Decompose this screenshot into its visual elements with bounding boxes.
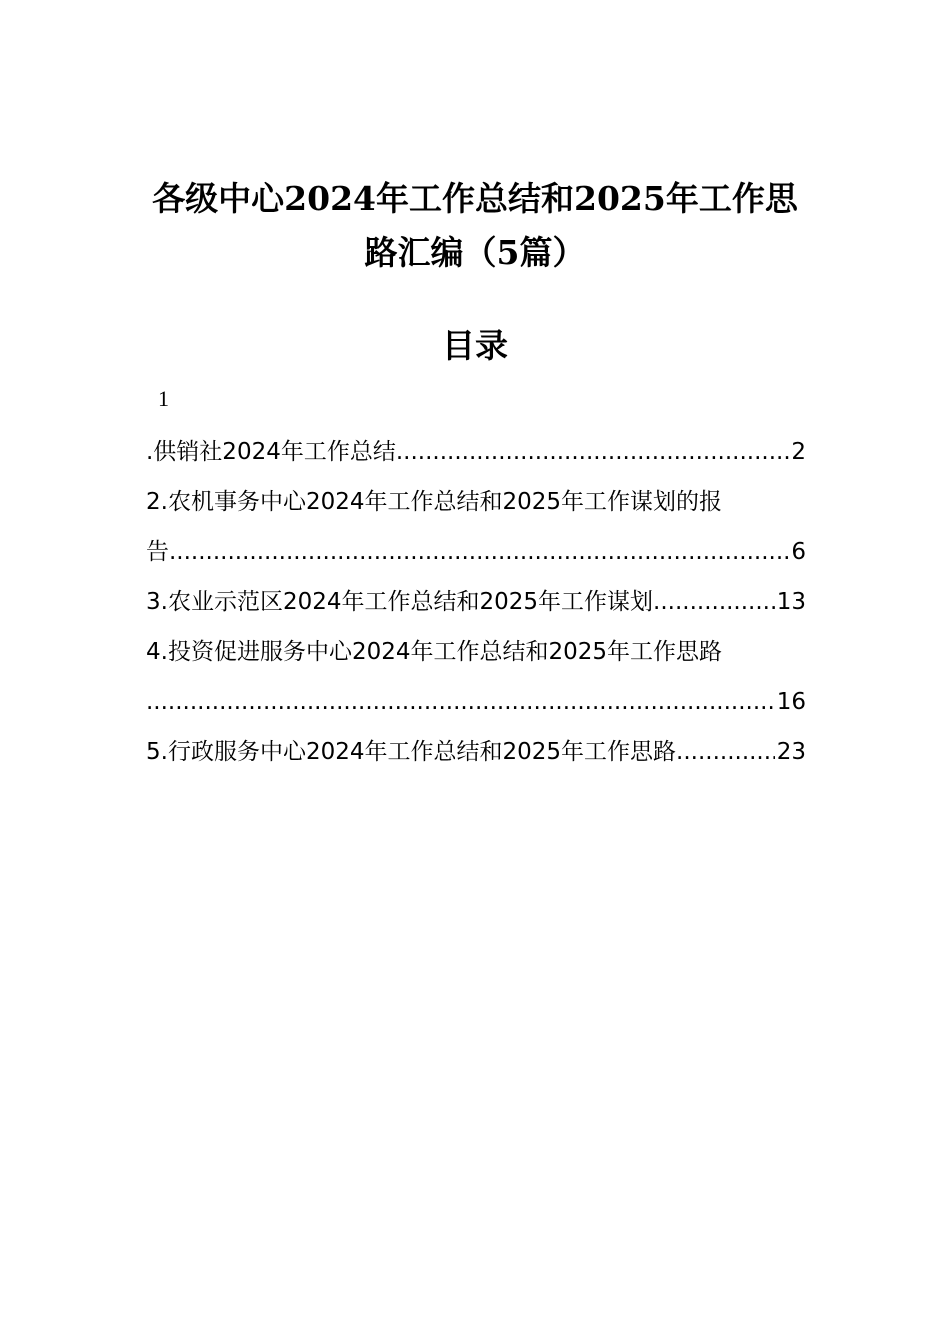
toc-entry-3[interactable]	[146, 577, 806, 627]
toc-entry-3-text: 3.农业示范区2024年工作总结和2025年工作谋划	[146, 589, 654, 615]
toc-entry-5-text: 5.行政服务中心2024年工作总结和2025年工作思路	[146, 739, 677, 765]
toc-entry-1-text: .供销社2024年工作总结	[146, 439, 396, 465]
toc-entry-4-line-1[interactable]	[146, 627, 806, 677]
toc-entry-5-leader	[676, 727, 775, 777]
toc-entry-2-leader	[169, 527, 789, 577]
toc-entry-3-page: 13	[776, 589, 806, 615]
toc-entry-4-page: 16	[776, 689, 806, 715]
toc-entry-1-page: 2	[791, 439, 806, 465]
toc-entry-1-leader	[396, 427, 790, 477]
document-title-line-1: 各级中心2024年工作总结和2025年工作思	[152, 179, 798, 218]
toc-entry-2-line-2[interactable]	[146, 527, 806, 577]
toc-entry-5[interactable]	[146, 727, 806, 777]
toc-entry-2-text-continued: 告	[146, 539, 169, 565]
toc-entry-3-leader	[653, 577, 775, 627]
toc-entry-4-line-2[interactable]	[146, 677, 806, 727]
toc-entry-2-page: 6	[791, 539, 806, 565]
document-title-line-2: 路汇编（5篇）	[364, 233, 586, 272]
toc-entry-4-leader	[146, 677, 775, 727]
document-title	[130, 172, 820, 280]
toc-entry-1-number: 1	[158, 386, 169, 411]
toc-entry-4-text: 4.投资促进服务中心2024年工作总结和2025年工作思路	[146, 639, 723, 665]
toc-entry-2-line-1[interactable]	[146, 477, 806, 527]
table-of-contents	[146, 427, 806, 777]
toc-entry-5-page: 23	[776, 739, 806, 765]
toc-entry-2-text: 2.农机事务中心2024年工作总结和2025年工作谋划的报	[146, 489, 723, 515]
toc-entry-1[interactable]	[146, 427, 806, 477]
toc-heading: 目录	[442, 326, 508, 365]
